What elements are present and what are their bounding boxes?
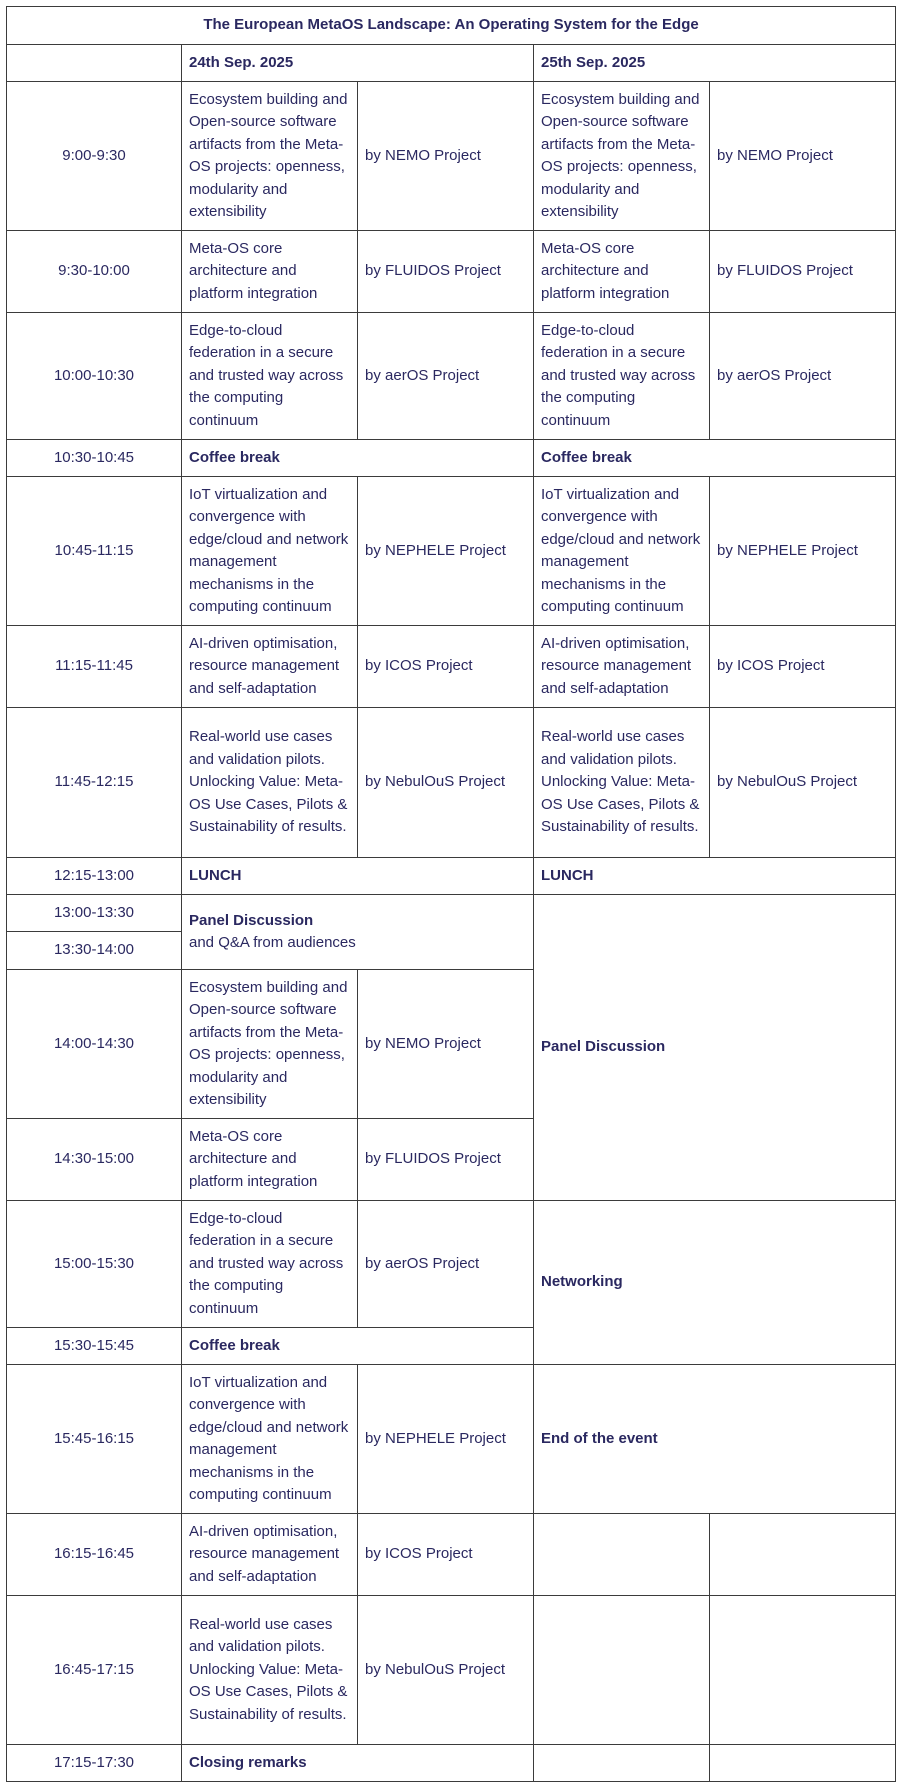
session-topic: Real-world use cases and validation pilots. Unlocking Value: Meta-OS Use Cases, Pilots & Sustainability of results. [534, 708, 710, 858]
time-slot: 11:45-12:15 [7, 708, 182, 858]
session-topic: IoT virtualization and convergence with edge/cloud and network management mechanisms in the computing continuum [182, 1365, 358, 1514]
session-project: by NebulOuS Project [358, 1596, 534, 1745]
session-project: by NebulOuS Project [710, 708, 896, 858]
session-topic: IoT virtualization and convergence with edge/cloud and network management mechanisms in the computing continuum [182, 477, 358, 626]
time-slot: 9:00-9:30 [7, 82, 182, 231]
time-slot: 17:15-17:30 [7, 1745, 182, 1782]
session-topic: AI-driven optimisation, resource management and self-adaptation [534, 626, 710, 708]
day1-header: 24th Sep. 2025 [182, 45, 534, 82]
session-project: by NEPHELE Project [358, 1365, 534, 1514]
time-slot: 11:15-11:45 [7, 626, 182, 708]
session-project: by aerOS Project [358, 1201, 534, 1328]
table-row [7, 626, 896, 708]
session-topic: Real-world use cases and validation pilots. Unlocking Value: Meta-OS Use Cases, Pilots & Sustainability of results. [182, 708, 358, 858]
session-topic: Edge-to-cloud federation in a secure and trusted way across the computing continuum [182, 313, 358, 440]
table-row [7, 895, 896, 932]
empty-cell [534, 1514, 710, 1596]
session-topic: AI-driven optimisation, resource management and self-adaptation [182, 626, 358, 708]
panel-discussion-day2: Panel Discussion [534, 895, 896, 1201]
session-topic: Meta-OS core architecture and platform integration [182, 231, 358, 313]
table-row [7, 708, 896, 858]
time-slot: 14:30-15:00 [7, 1119, 182, 1201]
table-row [7, 82, 896, 231]
panel-discussion-day1 [182, 895, 534, 970]
time-slot: 10:00-10:30 [7, 313, 182, 440]
table-row [7, 313, 896, 440]
table-row [7, 858, 896, 895]
empty-cell [710, 1514, 896, 1596]
session-topic: Meta-OS core architecture and platform integration [182, 1119, 358, 1201]
session-topic: Ecosystem building and Open-source software artifacts from the Meta-OS projects: openness, modularity and extensibility [182, 970, 358, 1119]
networking: Networking [534, 1201, 896, 1365]
session-project: by aerOS Project [710, 313, 896, 440]
time-slot: 9:30-10:00 [7, 231, 182, 313]
session-project: by NEPHELE Project [358, 477, 534, 626]
session-project: by NebulOuS Project [358, 708, 534, 858]
coffee-break: Coffee break [534, 440, 896, 477]
time-slot: 10:30-10:45 [7, 440, 182, 477]
time-slot: 13:30-14:00 [7, 932, 182, 970]
title-row [7, 7, 896, 45]
session-topic: IoT virtualization and convergence with edge/cloud and network management mechanisms in the computing continuum [534, 477, 710, 626]
time-slot: 15:45-16:15 [7, 1365, 182, 1514]
table-row [7, 1745, 896, 1782]
agenda-title: The European MetaOS Landscape: An Operating System for the Edge [7, 7, 896, 45]
table-row [7, 1365, 896, 1514]
table-row [7, 1596, 896, 1745]
table-row [7, 440, 896, 477]
empty-cell [534, 1596, 710, 1745]
session-project: by FLUIDOS Project [710, 231, 896, 313]
time-slot: 12:15-13:00 [7, 858, 182, 895]
lunch-break: LUNCH [534, 858, 896, 895]
session-topic: Edge-to-cloud federation in a secure and trusted way across the computing continuum [534, 313, 710, 440]
table-row [7, 1201, 896, 1328]
panel-discussion-subtitle: and Q&A from audiences [189, 934, 356, 951]
session-project: by NEMO Project [710, 82, 896, 231]
coffee-break: Coffee break [182, 1328, 534, 1365]
empty-cell [534, 1745, 710, 1782]
time-slot: 10:45-11:15 [7, 477, 182, 626]
session-project: by ICOS Project [358, 1514, 534, 1596]
session-project: by FLUIDOS Project [358, 231, 534, 313]
closing-remarks: Closing remarks [182, 1745, 534, 1782]
empty-cell [710, 1745, 896, 1782]
table-row [7, 1514, 896, 1596]
session-topic: Ecosystem building and Open-source software artifacts from the Meta-OS projects: openness, modularity and extensibility [534, 82, 710, 231]
time-slot: 15:30-15:45 [7, 1328, 182, 1365]
header-row [7, 45, 896, 82]
agenda-table [6, 6, 896, 1782]
session-project: by NEPHELE Project [710, 477, 896, 626]
day2-header: 25th Sep. 2025 [534, 45, 896, 82]
session-topic: Real-world use cases and validation pilots. Unlocking Value: Meta-OS Use Cases, Pilots & Sustainability of results. [182, 1596, 358, 1745]
time-slot: 14:00-14:30 [7, 970, 182, 1119]
session-topic: Edge-to-cloud federation in a secure and trusted way across the computing continuum [182, 1201, 358, 1328]
panel-discussion-title: Panel Discussion [189, 911, 314, 929]
session-project: by NEMO Project [358, 82, 534, 231]
empty-cell [710, 1596, 896, 1745]
session-topic: AI-driven optimisation, resource management and self-adaptation [182, 1514, 358, 1596]
time-header-empty [7, 45, 182, 82]
session-project: by FLUIDOS Project [358, 1119, 534, 1201]
session-project: by ICOS Project [358, 626, 534, 708]
lunch-break: LUNCH [182, 858, 534, 895]
session-project: by NEMO Project [358, 970, 534, 1119]
time-slot: 16:45-17:15 [7, 1596, 182, 1745]
end-of-event: End of the event [534, 1365, 896, 1514]
session-topic: Meta-OS core architecture and platform integration [534, 231, 710, 313]
session-topic: Ecosystem building and Open-source software artifacts from the Meta-OS projects: openness, modularity and extensibility [182, 82, 358, 231]
table-row [7, 231, 896, 313]
time-slot: 15:00-15:30 [7, 1201, 182, 1328]
table-row [7, 477, 896, 626]
coffee-break: Coffee break [182, 440, 534, 477]
time-slot: 16:15-16:45 [7, 1514, 182, 1596]
session-project: by aerOS Project [358, 313, 534, 440]
session-project: by ICOS Project [710, 626, 896, 708]
time-slot: 13:00-13:30 [7, 895, 182, 932]
